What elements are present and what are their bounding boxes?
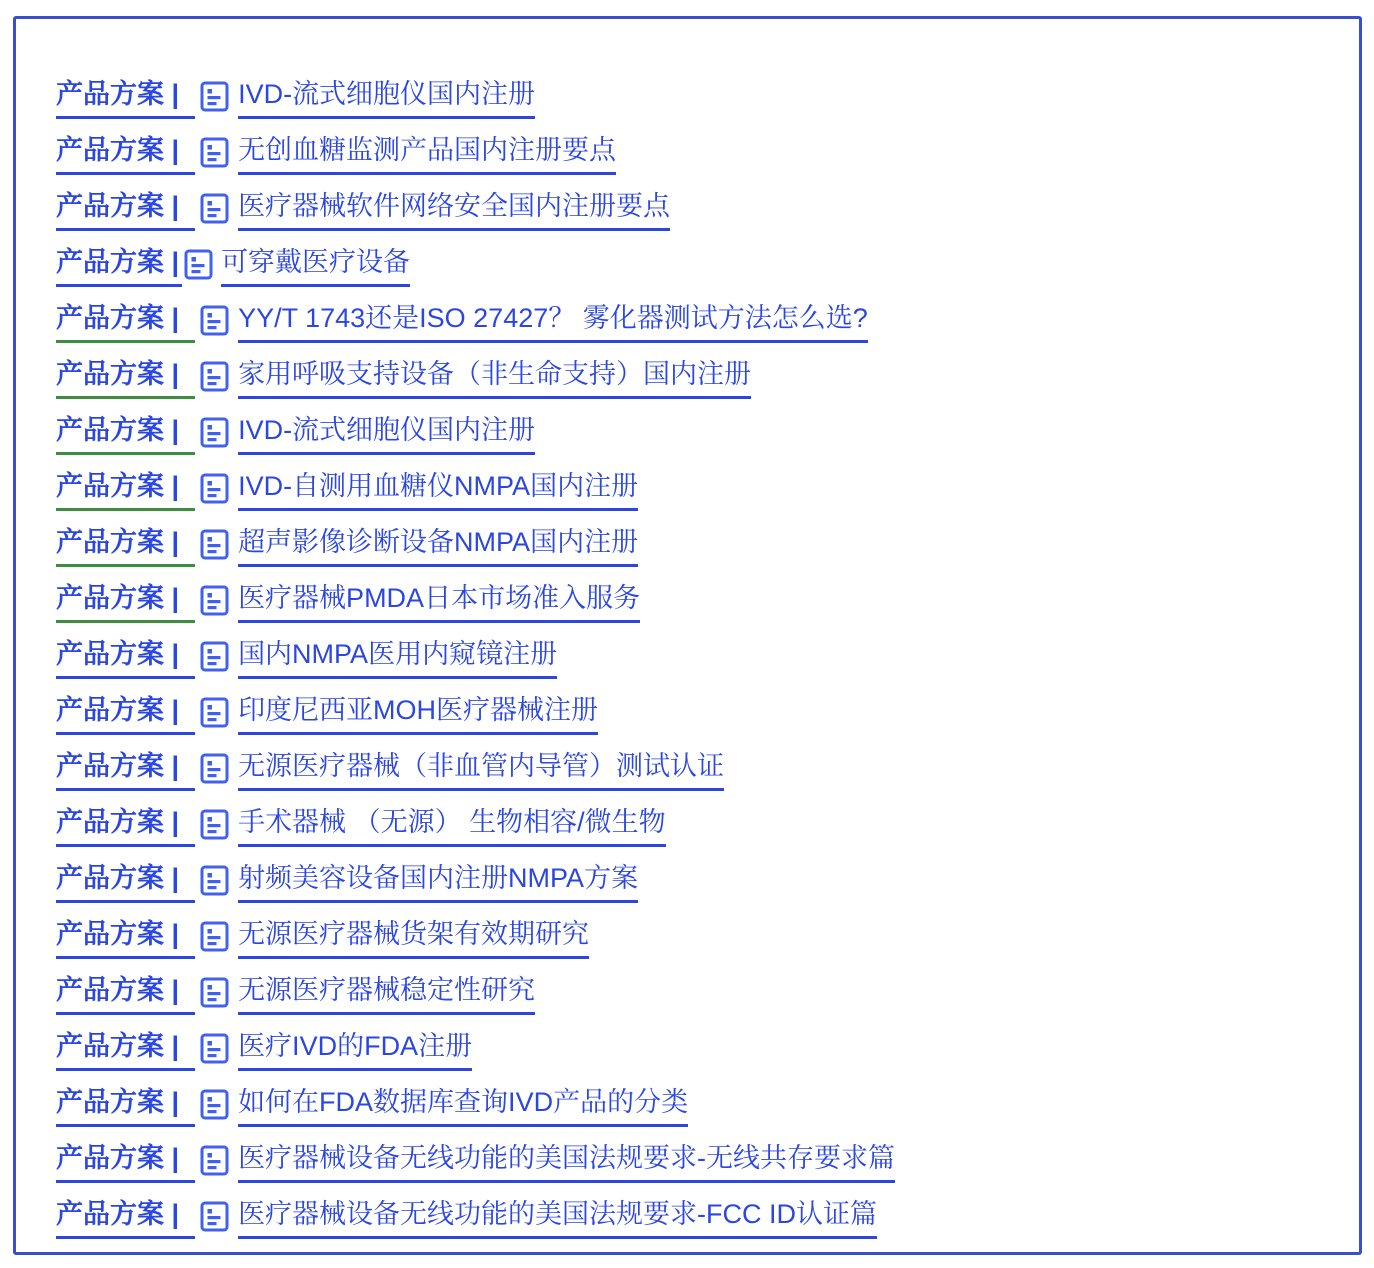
category-label-link[interactable]: 产品方案 | — [56, 137, 195, 175]
list-item — [56, 193, 1349, 231]
list-item — [56, 473, 1349, 511]
category-label-link[interactable]: 产品方案 | — [56, 305, 195, 343]
list-item — [56, 585, 1349, 623]
list-item — [56, 361, 1349, 399]
document-lines-icon — [200, 1089, 229, 1120]
document-lines-icon — [200, 921, 229, 952]
category-label-link[interactable]: 产品方案 | — [56, 1089, 195, 1127]
document-lines-icon — [200, 361, 229, 392]
article-link[interactable]: 医疗器械设备无线功能的美国法规要求-FCC ID认证篇 — [238, 1201, 877, 1239]
article-link[interactable]: 射频美容设备国内注册NMPA方案 — [238, 865, 638, 903]
category-label-link[interactable]: 产品方案 | — [56, 753, 195, 791]
list-item — [56, 809, 1349, 847]
list-item — [56, 1201, 1349, 1239]
article-link[interactable]: IVD-流式细胞仪国内注册 — [238, 81, 535, 119]
category-label-link[interactable]: 产品方案 | — [56, 529, 195, 567]
list-item — [56, 753, 1349, 791]
article-link[interactable]: 手术器械 （无源） 生物相容/微生物 — [238, 809, 666, 847]
category-label-link[interactable]: 产品方案 | — [56, 585, 195, 623]
category-label-link[interactable]: 产品方案 | — [56, 473, 195, 511]
category-label-link[interactable]: 产品方案 | — [56, 977, 195, 1015]
list-item — [56, 417, 1349, 455]
category-label-link[interactable]: 产品方案 | — [56, 641, 195, 679]
list-item — [56, 81, 1349, 119]
article-link[interactable]: IVD-自测用血糖仪NMPA国内注册 — [238, 473, 638, 511]
article-link[interactable]: 医疗器械设备无线功能的美国法规要求-无线共存要求篇 — [238, 1145, 895, 1183]
article-link[interactable]: 无源医疗器械稳定性研究 — [238, 977, 535, 1015]
category-label-link[interactable]: 产品方案 | — [56, 865, 195, 903]
list-item — [56, 1033, 1349, 1071]
document-lines-icon — [200, 193, 229, 224]
category-label-link[interactable]: 产品方案 | — [56, 361, 195, 399]
article-link[interactable]: 无源医疗器械（非血管内导管）测试认证 — [238, 753, 724, 791]
document-lines-icon — [200, 529, 229, 560]
article-link[interactable]: 家用呼吸支持设备（非生命支持）国内注册 — [238, 361, 751, 399]
document-lines-icon — [200, 697, 229, 728]
article-link[interactable]: 医疗IVD的FDA注册 — [238, 1033, 472, 1071]
list-item — [56, 137, 1349, 175]
list-item — [56, 697, 1349, 735]
article-link[interactable]: 如何在FDA数据库查询IVD产品的分类 — [238, 1089, 688, 1127]
article-link[interactable]: 无创血糖监测产品国内注册要点 — [238, 137, 616, 175]
list-item — [56, 1089, 1349, 1127]
article-link[interactable]: 医疗器械软件网络安全国内注册要点 — [238, 193, 670, 231]
category-label-link[interactable]: 产品方案 | — [56, 921, 195, 959]
category-label-link[interactable]: 产品方案 | — [56, 193, 195, 231]
list-item — [56, 249, 1349, 287]
article-link[interactable]: 印度尼西亚MOH医疗器械注册 — [238, 697, 598, 735]
document-lines-icon — [200, 585, 229, 616]
category-label-link[interactable]: 产品方案 | — [56, 417, 195, 455]
document-lines-icon — [184, 249, 213, 280]
document-lines-icon — [200, 1145, 229, 1176]
list-item — [56, 529, 1349, 567]
article-link[interactable]: YY/T 1743还是ISO 27427？ 雾化器测试方法怎么选? — [238, 305, 868, 343]
document-lines-icon — [200, 809, 229, 840]
list-item — [56, 865, 1349, 903]
content-frame — [13, 16, 1362, 1255]
list-item — [56, 1145, 1349, 1183]
document-lines-icon — [200, 137, 229, 168]
category-label-link[interactable]: 产品方案 | — [56, 249, 182, 287]
article-link[interactable]: IVD-流式细胞仪国内注册 — [238, 417, 535, 455]
document-lines-icon — [200, 1033, 229, 1064]
article-link[interactable]: 无源医疗器械货架有效期研究 — [238, 921, 589, 959]
document-lines-icon — [200, 977, 229, 1008]
document-lines-icon — [200, 81, 229, 112]
article-link[interactable]: 医疗器械PMDA日本市场准入服务 — [238, 585, 640, 623]
article-link[interactable]: 超声影像诊断设备NMPA国内注册 — [238, 529, 638, 567]
category-label-link[interactable]: 产品方案 | — [56, 1145, 195, 1183]
article-list — [56, 81, 1349, 1257]
category-label-link[interactable]: 产品方案 | — [56, 809, 195, 847]
category-label-link[interactable]: 产品方案 | — [56, 697, 195, 735]
document-lines-icon — [200, 865, 229, 896]
document-lines-icon — [200, 641, 229, 672]
category-label-link[interactable]: 产品方案 | — [56, 1201, 195, 1239]
category-label-link[interactable]: 产品方案 | — [56, 81, 195, 119]
document-lines-icon — [200, 473, 229, 504]
category-label-link[interactable]: 产品方案 | — [56, 1033, 195, 1071]
list-item — [56, 921, 1349, 959]
list-item — [56, 305, 1349, 343]
document-lines-icon — [200, 305, 229, 336]
article-link[interactable]: 可穿戴医疗设备 — [221, 249, 410, 287]
document-lines-icon — [200, 1201, 229, 1232]
article-link[interactable]: 国内NMPA医用内窥镜注册 — [238, 641, 557, 679]
list-item — [56, 641, 1349, 679]
document-lines-icon — [200, 417, 229, 448]
document-lines-icon — [200, 753, 229, 784]
list-item — [56, 977, 1349, 1015]
